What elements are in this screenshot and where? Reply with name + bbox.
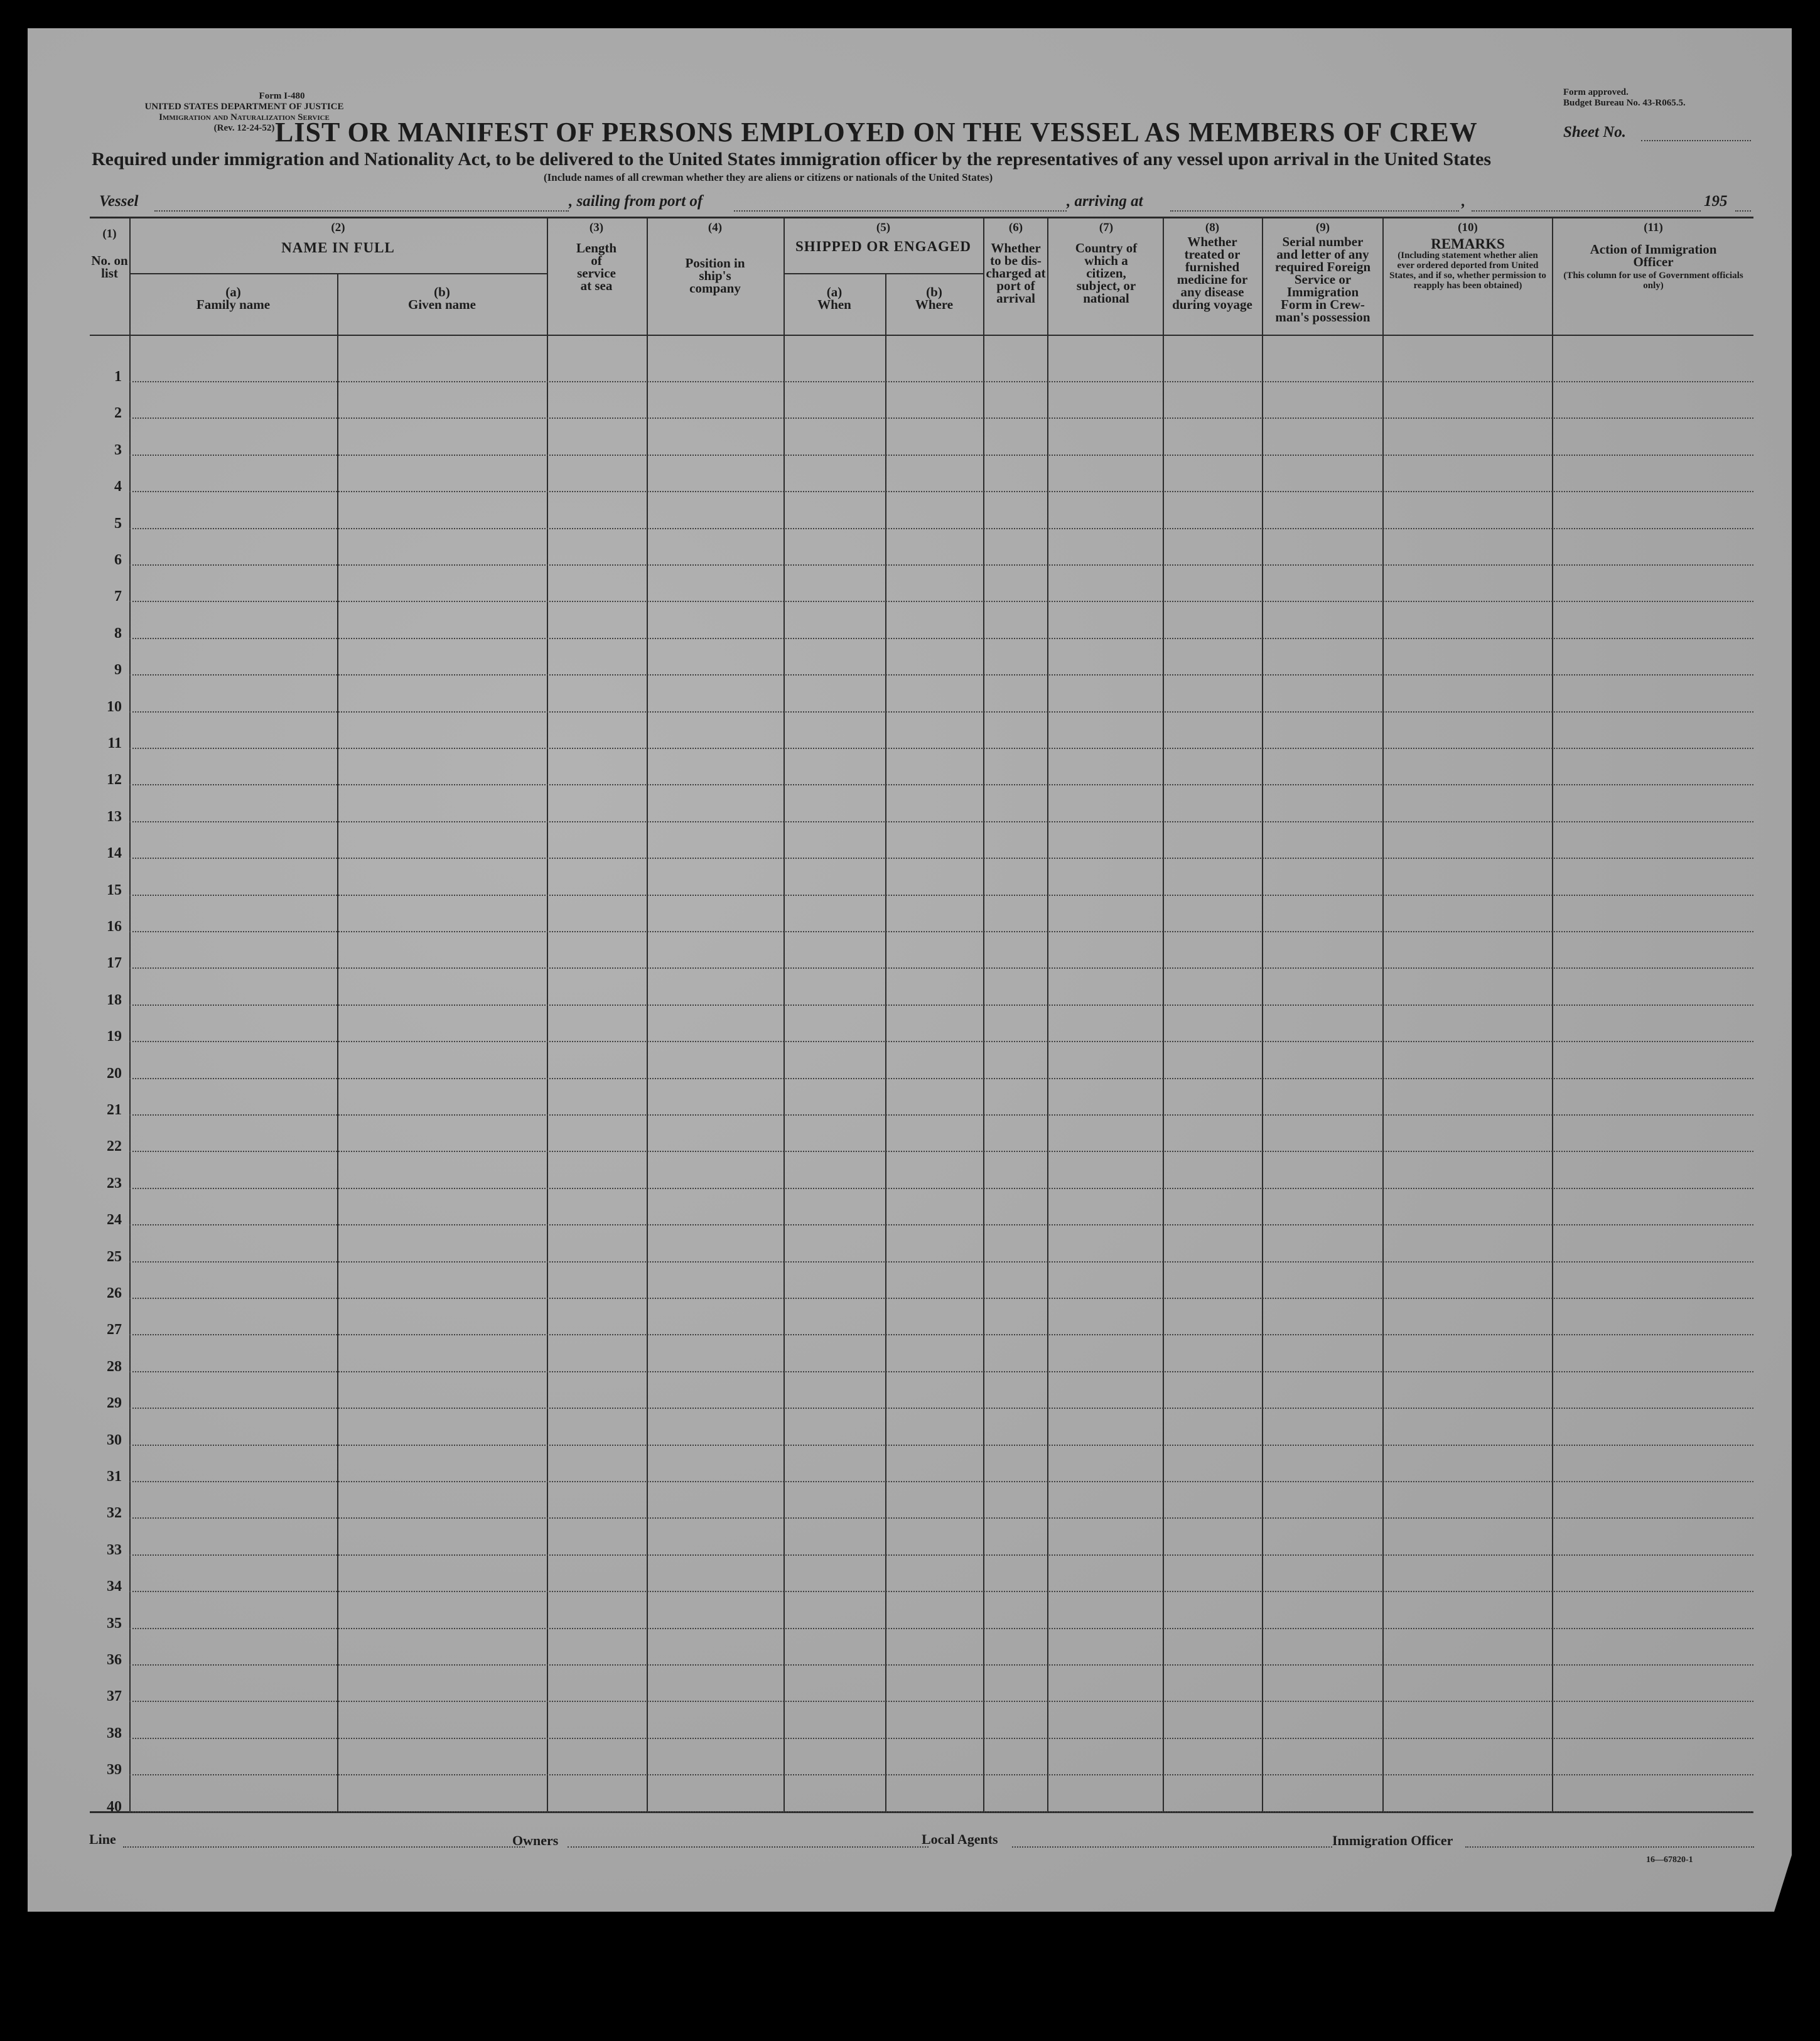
row-number: 33 bbox=[107, 1541, 122, 1558]
table-row[interactable] bbox=[129, 564, 1753, 566]
arriving-at-field[interactable] bbox=[1170, 210, 1459, 212]
col-divider-6 bbox=[1047, 217, 1048, 1811]
col-divider-9 bbox=[1382, 217, 1384, 1811]
row-number: 34 bbox=[107, 1578, 122, 1595]
table-row[interactable] bbox=[129, 1224, 1753, 1225]
table-header-bottom bbox=[90, 335, 1753, 336]
col-divider-1 bbox=[129, 217, 131, 1811]
table-row[interactable] bbox=[129, 931, 1753, 932]
col10-label: REMARKS bbox=[1431, 236, 1505, 252]
row-number: 1 bbox=[114, 369, 122, 385]
col3-header bbox=[571, 222, 622, 292]
arriving-at-label: , arriving at bbox=[1067, 193, 1143, 210]
table-row[interactable] bbox=[129, 967, 1753, 969]
vessel-label: Vessel bbox=[99, 193, 139, 210]
table-row[interactable] bbox=[129, 1591, 1753, 1592]
row-number: 7 bbox=[114, 588, 122, 605]
col1-label: No. on list bbox=[91, 253, 128, 281]
col6-label: Whether to be dis-charged at port of arrival bbox=[986, 240, 1046, 306]
col5a-header bbox=[783, 286, 885, 311]
year-field[interactable] bbox=[1735, 210, 1751, 212]
table-row[interactable] bbox=[129, 1701, 1753, 1702]
table-row[interactable] bbox=[129, 417, 1753, 419]
vessel-field[interactable] bbox=[154, 210, 569, 212]
row-number: 21 bbox=[107, 1102, 122, 1118]
col9-number: (9) bbox=[1315, 221, 1330, 234]
row-number: 29 bbox=[107, 1395, 122, 1412]
year-label: 195 bbox=[1704, 193, 1728, 210]
col-divider-2 bbox=[547, 217, 548, 1811]
row-number: 2 bbox=[114, 405, 122, 422]
row-number: 37 bbox=[107, 1688, 122, 1705]
row-number: 8 bbox=[114, 625, 122, 642]
col3-number: (3) bbox=[589, 221, 604, 234]
arrival-date-field[interactable] bbox=[1472, 210, 1701, 212]
col5a-label: When bbox=[817, 297, 851, 312]
col5-number: (5) bbox=[876, 221, 891, 234]
col5b-letter: (b) bbox=[926, 284, 942, 299]
table-row[interactable] bbox=[129, 1811, 1753, 1812]
row-number: 32 bbox=[107, 1505, 122, 1522]
col-divider-5 bbox=[983, 217, 984, 1811]
table-row[interactable] bbox=[129, 1517, 1753, 1519]
date-comma: , bbox=[1462, 193, 1466, 210]
row-number: 3 bbox=[114, 441, 122, 458]
table-row[interactable] bbox=[129, 1078, 1753, 1079]
table-row[interactable] bbox=[129, 601, 1753, 602]
row-number: 17 bbox=[107, 955, 122, 972]
table-row[interactable] bbox=[129, 674, 1753, 676]
col7-header bbox=[1075, 221, 1138, 306]
row-number: 39 bbox=[107, 1762, 122, 1779]
row-number: 5 bbox=[114, 515, 122, 532]
owners-label: Owners bbox=[512, 1833, 559, 1848]
service-name: Immigration and Naturalization Service bbox=[159, 112, 330, 122]
form-title: LIST OR MANIFEST OF PERSONS EMPLOYED ON THE VESSEL AS MEMBERS OF CREW bbox=[275, 117, 1478, 148]
col4-label: Position in ship's company bbox=[685, 256, 745, 296]
col5a-letter: (a) bbox=[826, 284, 843, 299]
local-agents-label: Local Agents bbox=[922, 1831, 998, 1847]
col6-number: (6) bbox=[1008, 221, 1023, 234]
row-number: 26 bbox=[107, 1285, 122, 1301]
col8-label: Whether treated or furnished medicine for any disease during voyage bbox=[1172, 234, 1252, 312]
sheet-number-label: Sheet No. bbox=[1563, 124, 1626, 141]
col5b-label: Where bbox=[915, 297, 954, 312]
col-divider-10 bbox=[1552, 217, 1553, 1811]
row-number: 35 bbox=[107, 1615, 122, 1632]
row-number: 30 bbox=[107, 1431, 122, 1448]
row-number: 11 bbox=[107, 735, 122, 751]
local-agents-signature-field[interactable] bbox=[1012, 1846, 1332, 1848]
col8-number: (8) bbox=[1205, 221, 1220, 234]
table-row[interactable] bbox=[129, 784, 1753, 785]
approval-line-1: Form approved. bbox=[1563, 87, 1629, 97]
col2a-letter: (a) bbox=[225, 284, 241, 299]
table-row[interactable] bbox=[129, 1554, 1753, 1556]
table-row[interactable] bbox=[129, 895, 1753, 896]
manifest-form-sheet bbox=[28, 28, 1792, 1912]
table-row[interactable] bbox=[129, 528, 1753, 529]
table-row[interactable] bbox=[129, 1408, 1753, 1409]
col5-header bbox=[783, 222, 983, 253]
table-row[interactable] bbox=[129, 1628, 1753, 1629]
col2-header bbox=[129, 222, 547, 254]
budget-bureau-number: Budget Bureau No. 43-R065.5. bbox=[1563, 98, 1686, 108]
col11-note: (This column for use of Government officials only) bbox=[1563, 271, 1743, 291]
table-row[interactable] bbox=[129, 1445, 1753, 1446]
table-row[interactable] bbox=[129, 1261, 1753, 1263]
line-signature-field[interactable] bbox=[123, 1846, 525, 1848]
row-number: 40 bbox=[107, 1798, 122, 1815]
table-row[interactable] bbox=[129, 1334, 1753, 1335]
table-row[interactable] bbox=[129, 1041, 1753, 1042]
row-number: 22 bbox=[107, 1138, 122, 1155]
col4-number: (4) bbox=[708, 221, 723, 234]
row-number: 24 bbox=[107, 1212, 122, 1229]
col7-number: (7) bbox=[1099, 221, 1114, 234]
table-row[interactable] bbox=[129, 638, 1753, 639]
col5b-header bbox=[885, 286, 983, 311]
table-row[interactable] bbox=[129, 1664, 1753, 1666]
col7-label: Country of which a citizen, subject, or national bbox=[1075, 240, 1138, 306]
table-row[interactable] bbox=[129, 1774, 1753, 1775]
row-number: 36 bbox=[107, 1652, 122, 1668]
department-name: UNITED STATES DEPARTMENT OF JUSTICE bbox=[144, 102, 344, 112]
sailing-from-label: , sailing from port of bbox=[569, 193, 703, 210]
col11-header bbox=[1553, 222, 1753, 291]
print-code: 16—67820-1 bbox=[1646, 1855, 1693, 1865]
paper-corner-curl bbox=[1774, 1855, 1792, 1912]
col11-number: (11) bbox=[1644, 221, 1663, 234]
col9-label: Serial number and letter of any required Foreign Service or Immigration Form in Crew-man's possession bbox=[1274, 234, 1371, 325]
table-row[interactable] bbox=[129, 1371, 1753, 1372]
row-number: 14 bbox=[107, 845, 122, 862]
row-number: 12 bbox=[107, 772, 122, 789]
revision-date: (Rev. 12-24-52) bbox=[213, 123, 275, 133]
col-divider-8 bbox=[1262, 217, 1263, 1811]
table-row[interactable] bbox=[129, 1004, 1753, 1006]
sheet-number-field[interactable] bbox=[1641, 140, 1751, 141]
col2b-header bbox=[337, 286, 547, 311]
col2-number: (2) bbox=[331, 221, 345, 234]
table-row[interactable] bbox=[129, 1114, 1753, 1116]
col8-header bbox=[1165, 222, 1259, 311]
col9-header bbox=[1263, 222, 1382, 323]
col3-label: Length of service at sea bbox=[576, 240, 617, 293]
col-divider-3 bbox=[647, 217, 648, 1811]
row-number: 9 bbox=[114, 662, 122, 679]
line-label: Line bbox=[89, 1831, 116, 1847]
table-row[interactable] bbox=[129, 858, 1753, 859]
table-row[interactable] bbox=[129, 381, 1753, 382]
col10-note: (Including statement whether alien ever ordered deported from United States, and if so, whether permission to reapply has been obtained) bbox=[1389, 250, 1546, 291]
owners-signature-field[interactable] bbox=[568, 1846, 929, 1848]
col2b-label: Given name bbox=[408, 297, 476, 312]
table-top-border bbox=[90, 217, 1753, 218]
table-row[interactable] bbox=[129, 1738, 1753, 1739]
col2b-letter: (b) bbox=[434, 284, 450, 299]
col1-header bbox=[90, 228, 129, 279]
immigration-officer-label: Immigration Officer bbox=[1332, 1833, 1453, 1848]
col10-number: (10) bbox=[1458, 221, 1478, 234]
row-number: 25 bbox=[107, 1248, 122, 1265]
col2a-header bbox=[129, 286, 337, 311]
row-number: 10 bbox=[107, 698, 122, 715]
immigration-officer-signature-field[interactable] bbox=[1465, 1846, 1754, 1848]
table-row[interactable] bbox=[129, 1188, 1753, 1189]
form-subtitle: Required under immigration and Nationality Act, to be delivered to the United States immigration officer by the representatives of any vessel upon arrival in the United States bbox=[92, 149, 1492, 170]
col2-label: NAME IN FULL bbox=[281, 240, 395, 256]
col4-header bbox=[674, 222, 756, 294]
col11-label: Action of Immigration Officer bbox=[1590, 242, 1717, 269]
row-number: 31 bbox=[107, 1468, 122, 1485]
row-number: 38 bbox=[107, 1725, 122, 1742]
table-row[interactable] bbox=[129, 821, 1753, 822]
approval-block bbox=[1563, 87, 1686, 109]
row-number: 20 bbox=[107, 1065, 122, 1082]
col-divider-7 bbox=[1163, 217, 1164, 1811]
row-number: 23 bbox=[107, 1175, 122, 1192]
row-number: 6 bbox=[114, 552, 122, 568]
row-number: 13 bbox=[107, 808, 122, 825]
row-number: 27 bbox=[107, 1322, 122, 1338]
col2a-label: Family name bbox=[196, 297, 271, 312]
col5-label: SHIPPED OR ENGAGED bbox=[795, 239, 971, 254]
row-number: 16 bbox=[107, 918, 122, 935]
row-number: 19 bbox=[107, 1028, 122, 1045]
table-row[interactable] bbox=[129, 711, 1753, 713]
table-row[interactable] bbox=[129, 748, 1753, 749]
sailing-from-field[interactable] bbox=[734, 210, 1067, 212]
row-number: 4 bbox=[114, 478, 122, 495]
col6-header bbox=[986, 222, 1046, 304]
row-number: 18 bbox=[107, 991, 122, 1008]
table-row[interactable] bbox=[129, 455, 1753, 456]
shipped-subheader-line bbox=[783, 273, 983, 274]
col-divider-4 bbox=[783, 217, 785, 1811]
form-number: Form I-480 bbox=[259, 91, 305, 101]
table-row[interactable] bbox=[129, 1298, 1753, 1299]
col1-number: (1) bbox=[102, 227, 117, 240]
table-row[interactable] bbox=[129, 491, 1753, 492]
col10-header bbox=[1384, 222, 1552, 291]
table-row[interactable] bbox=[129, 1151, 1753, 1152]
table-row[interactable] bbox=[129, 1481, 1753, 1482]
row-number: 15 bbox=[107, 881, 122, 898]
row-number: 28 bbox=[107, 1358, 122, 1375]
form-note: (Include names of all crewman whether they are aliens or citizens or nationals of the United States) bbox=[544, 171, 993, 183]
